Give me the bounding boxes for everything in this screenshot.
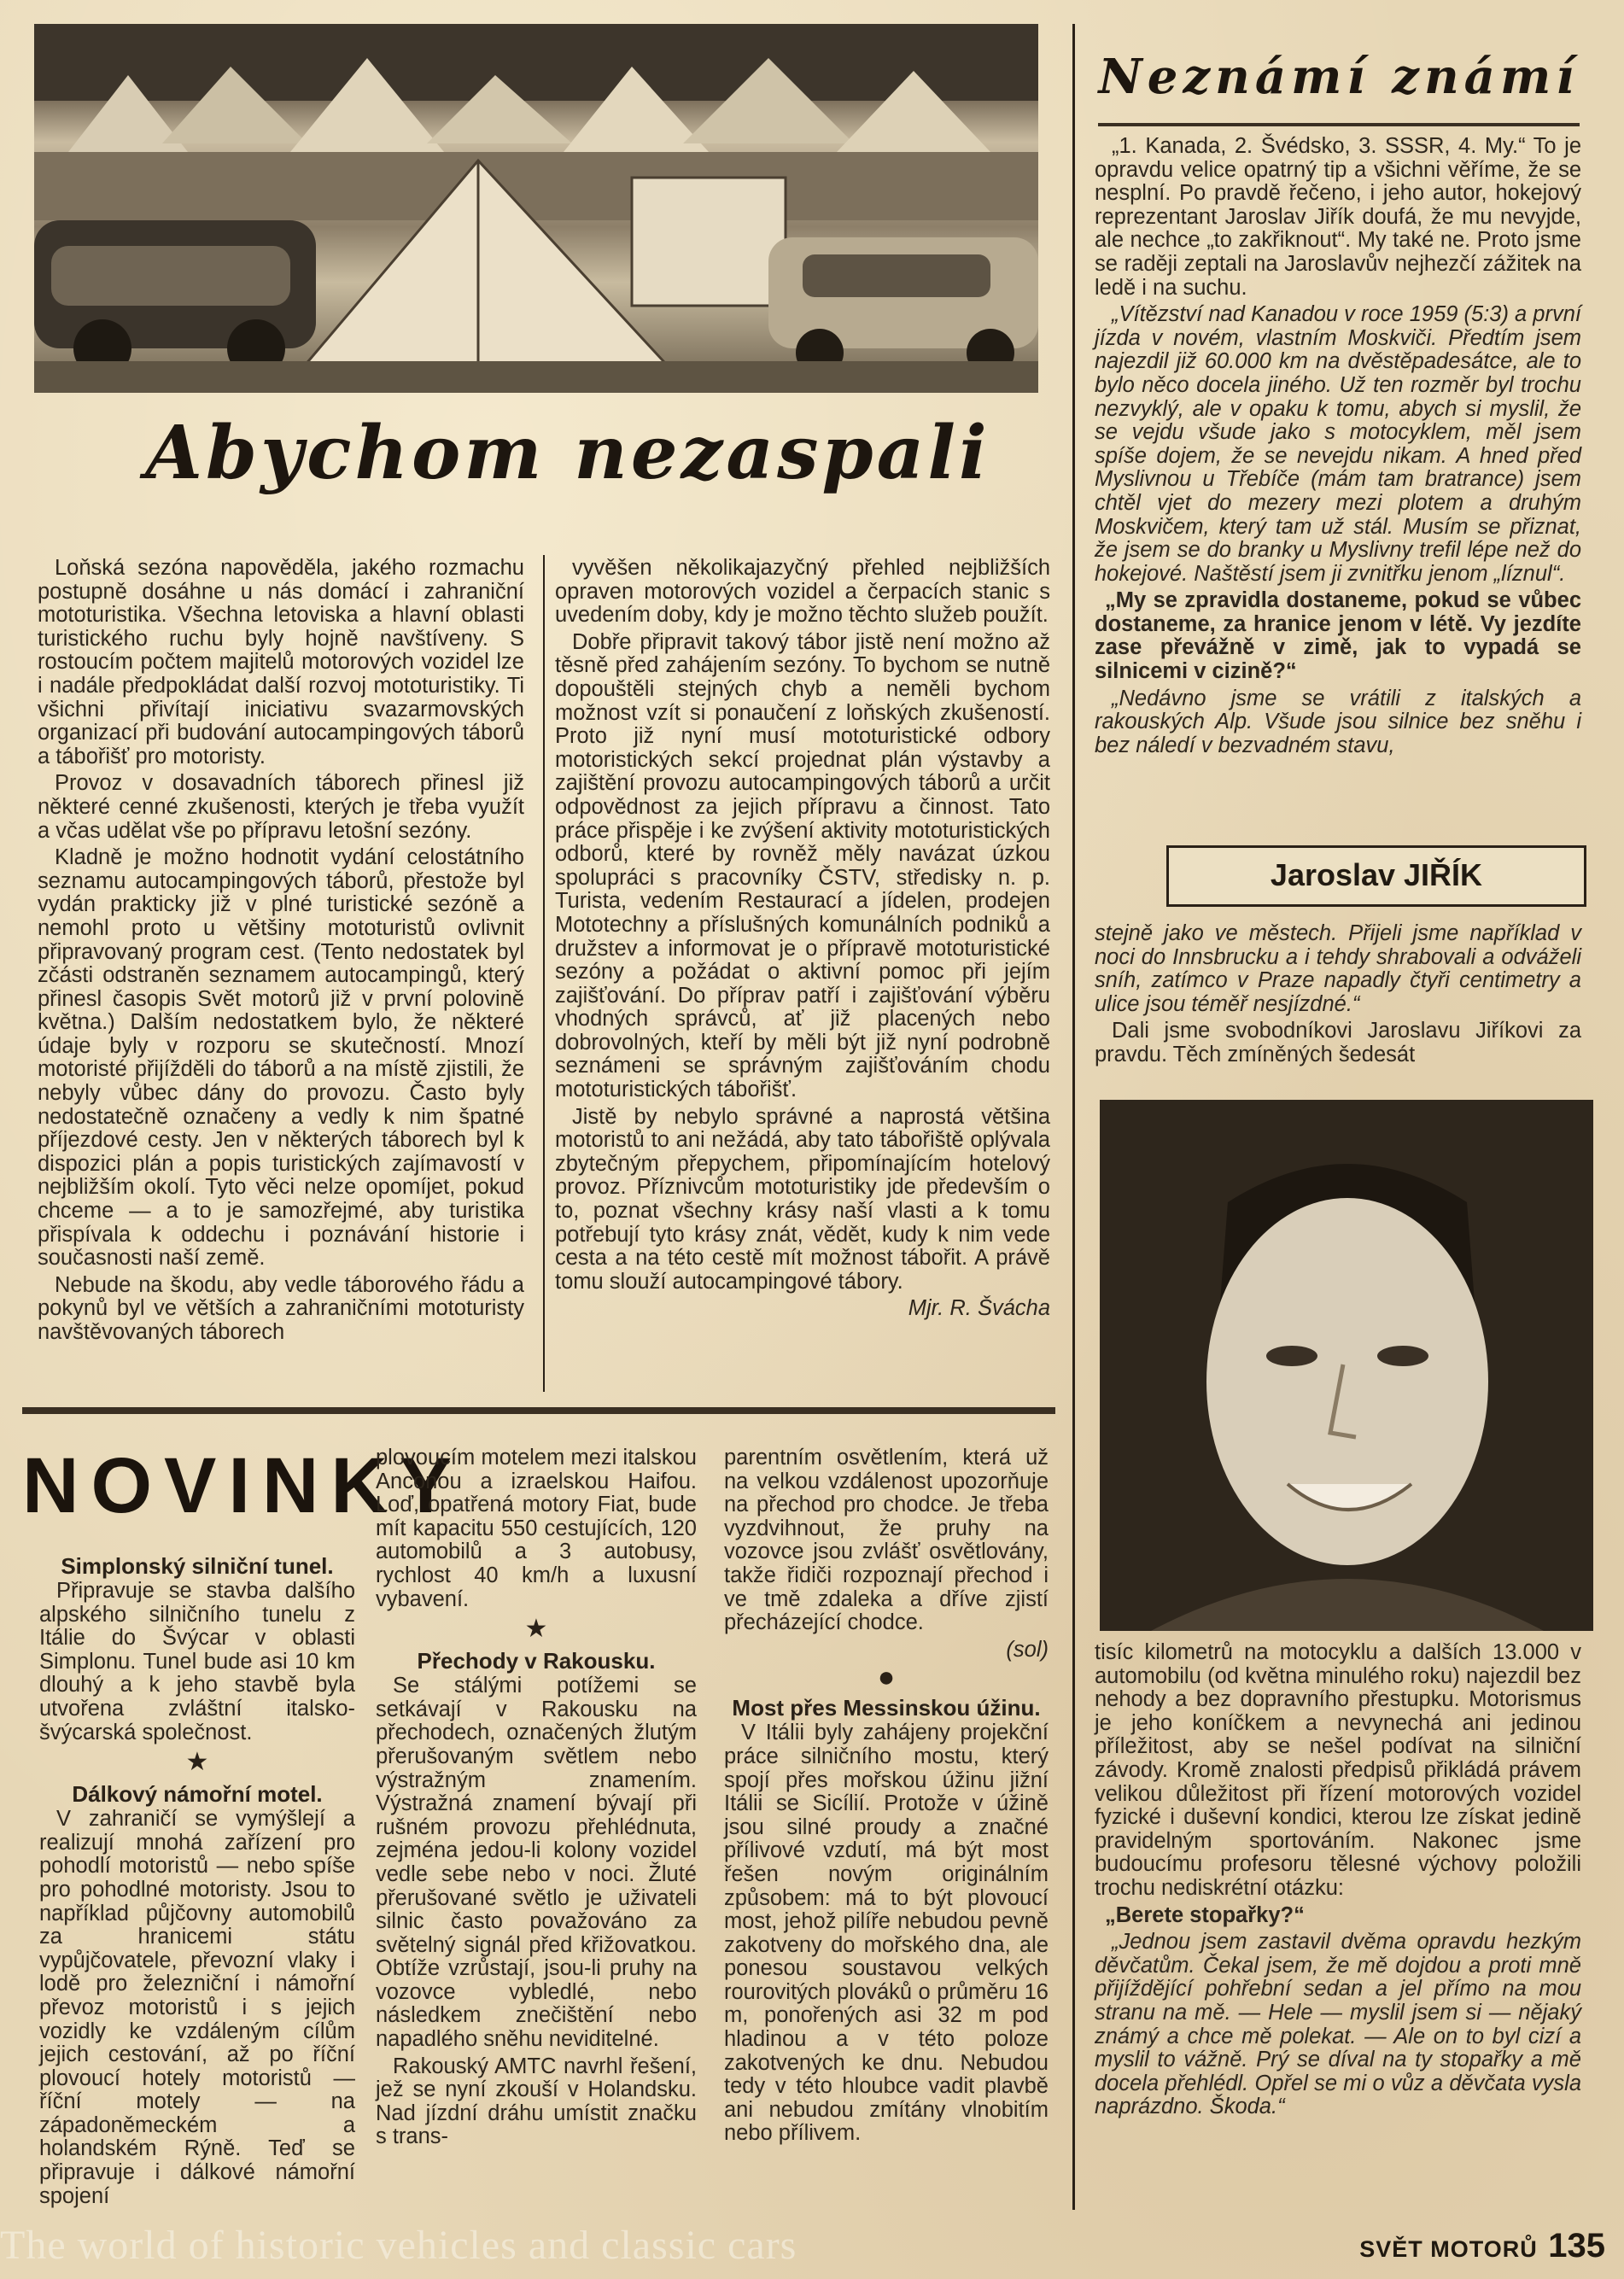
- news-text: plovoucím motelem mezi italskou Anconou a izraelskou Haifou. Loď, opatřená motory Fiat, bude mít kapacitu 550 cestujících, 120 automobilů a 3 autobusy, rychlost 40 km/h a luxusní vybavení.: [376, 1446, 697, 1611]
- paragraph: Dobře připravit takový tábor jistě není možno až těsně před zahájením sezóny. To bychom se nutně dopouštěli stejných chyb a neměli bychom možnost vzít si ponaučení z loňských zkušeností. Proto již nyní musí mototuristické odbory motoristických sekcí projednat plán výstavby a zajištění provozu autocampingových táborů a určit odpovědnost za jejich přípravu a činnost. Tato práce přispěje i ke zvýšení aktivity mototuristických odborů, které by rovněž měly navázat úzkou spolupráci s pracovníky ČSTV, středisky n. p. Turista, vedením Restaurací a jídelen, prodejen Mototechny a příslušných komunálních podniků a družstev a informovat je o přípravě mototuristické sezóny a požádat o aktivní pomoc při jejím zajišťování. Do příprav patří i zajišťování výběru vhodných správců, ať již placených nebo dobrovolných, kteří by měli být již nyní podrobně seznámeni se správným zajišťováním chodu mototuristických tábořišť.: [555, 629, 1050, 1102]
- interview-answer: „Nedávno jsme se vrátili z italských a rakouských Alp. Všude jsou silnice bez sněhu i bez náledí v bezvadném stavu,: [1095, 686, 1581, 757]
- magazine-name: SVĚT MOTORŮ: [1359, 2236, 1538, 2262]
- section-header-text: Neznámí známí: [1098, 49, 1580, 105]
- news-text: parentním osvětlením, která už na velkou vzdálenost upozorňuje na přechod pro chodce. Je třeba vyzdvihnout, že pruhy na vozovce jsou zvlášť osvětlovány, takže řidiči rozpoznají přechod i ve tmě zdaleka a dříve zjistí přecházející chodce.: [724, 1446, 1049, 1635]
- camping-photo: [34, 24, 1038, 393]
- watermark: The world of historic vehicles and classic cars: [0, 2223, 797, 2268]
- header-underline: [1098, 123, 1580, 126]
- inner-divider: [543, 555, 545, 1392]
- news-heading: Simplonský silniční tunel.: [61, 1553, 334, 1579]
- news-heading: Přechody v Rakousku.: [417, 1648, 656, 1674]
- novinky-column-3: [724, 1446, 1049, 2149]
- paragraph: Kladně je možno hodnotit vydání celostátního seznamu autocampingových táborů, přestože byl vydán prakticky již v plné turistické sezóně a nemohl proto u většiny mototuristů ovlivnit připravovaný program cest. (Tento nedostatek byl zčásti odstraněn seznamem autocampingů, který přinesl časopis Svět motorů již v první polovině května.) Dalším nedostatkem bylo, že některé údaje byly v rozporu se skutečností. Mnozí motoristé přijížděli do táborů a na místě zjistili, že nebyly vůbec dány do provozu. Často byly nedostatečně označeny a vedly k nim špatné příjezdové cesty. Jen v některých táborech byl k dispozici plán a popis turistických zajímavostí v nejbližším okolí. Tyto věci nelze opomíjet, pokud chceme — a to je samozřejmé, aby turistika přispívala k oddechu i poznávání historie i současnosti naší země.: [38, 845, 524, 1271]
- paragraph: vyvěšen několikajazyčný přehled nejbližších opraven motorových vozidel a čerpacích stanic s uvedením doby, kdy je možno těchto služeb použít.: [555, 556, 1050, 628]
- news-text: Se stálými potížemi se setkávají v Rakousku na přechodech, označených žlutým přerušovaným světlem nebo výstražným znamením. Výstražná znamení bývají při rušném provozu přehlédnuta, zejména jedou-li kolony vozidel vedle sebe nebo v noci. Žluté přerušované světlo je uživateli silnic často považováno za světelný signál před křižovatkou. Obtíže vzrůstají, jsou-li pruhy na vozovce vybledlé, nebo následkem znečištění nebo napadlého sněhu neviditelné.: [376, 1674, 697, 2052]
- interviewee-name: Jaroslav JIŘÍK: [1166, 845, 1586, 907]
- paragraph: Loňská sezóna napověděla, jakého rozmachu postupně dosáhne u nás domácí i zahraniční mototuristika. Všechna letoviska a hlavní oblasti turistického ruchu byly hojně navštíveny. S rostoucím počtem majitelů motorových vozidel lze i nadále předpokládat další rozvoj mototuristiky. Ti všichni přivítají iniciativu svazarmovských organizací při budování autocampingových táborů a tábořišť pro motoristy.: [38, 556, 524, 768]
- interview-answer: „Jednou jsem zastavil dvěma opravdu hezkým děvčatům. Čekal jsem, že mě dojdou a proti mně přijíždějící pohřební sedan a jel přímo na mou stranu na mě. — Hele — myslil jsem si — nějaký známý a chce mě polekat. — Ale on to byl cizí a myslil to vážně. Prý se díval na ty stopařky a mě docela přehlédl. Opřel se mi o vůz a děvčata vysla naprázdno. Škoda.“: [1095, 1930, 1581, 2119]
- star-separator-icon: ★: [524, 1615, 548, 1644]
- novinky-column-2: [376, 1446, 697, 2153]
- interview-text: Dali jsme svobodníkovi Jaroslavu Jiříkovi za pravdu. Těch zmíněných šedesát: [1095, 1019, 1581, 1066]
- section-header: [1098, 34, 1580, 120]
- author-signature: Mjr. R. Švácha: [908, 1296, 1050, 1321]
- interview-quote: „Vítězství nad Kanadou v roce 1959 (5:3) a první jízda v novém, vlastním Moskviči. Předtím jsem najezdil již 60.000 km na dvěstěpadesátce, ale to bylo něco docela jiného. Už ten rozměr byl trochu nezvyklý, ale v opaku k tomu, abych si myslil, že se vejdu všude jako s motocyklem, měl jsem spíše dojem, že se nevejdu nikam. A hned před Myslivnou u Třebíče (mám tam bratrance) jsem chtěl vjet do mezery mezi plotem a druhým Moskvičem, který tam už stál. Musím se přiznat, že jsem se do branky u Myslivny trefil lépe než do hokejové. Naštěstí jsem ji zvnitřku jenom „líznul“.: [1095, 302, 1581, 586]
- news-text: V zahraničí se vymýšlejí a realizují mnohá zařízení pro pohodlí motoristů — nebo spíše pro pohodlné motoristy. Jsou to například půjčovny automobilů za hranicemi státu vypůjčovatele, převozní vlaky i lodě pro železniční i námořní převoz motoristů i s jejich vozidly ke vzdáleným cílům jejich cestování, až po říční plovoucí hotely motoristů — říční motely — na západoněmeckém a holandském Rýně. Teď se připravuje i dálkové námořní spojení: [39, 1807, 355, 2208]
- news-heading: Dálkový námořní motel.: [72, 1781, 323, 1808]
- column-divider: [1072, 24, 1075, 2210]
- page-number: 135: [1548, 2227, 1605, 2264]
- star-separator-icon: ★: [185, 1748, 209, 1777]
- interview-column-middle: [1095, 922, 1581, 1071]
- interview-question: „My se zpravidla dostaneme, pokud se vůbec dostaneme, za hranice jenom v létě. Vy jezdíte zase převážně v zimě, jak to vypadá se silnicemi v cizině?“: [1095, 588, 1581, 684]
- article-title: Abychom nezaspali: [145, 410, 990, 496]
- paragraph: Nebude na škodu, aby vedle táborového řádu a pokynů byl ve větších a zahraničními mototuristy navštěvovaných táborech: [38, 1272, 524, 1344]
- interview-text: tisíc kilometrů na motocyklu a dalších 13.000 v automobilu (od května minulého roku) najezdil bez nehody a bez dopravního přestupku. Motorismus je jeho koníčkem a nevynechá ani jedinou příležitost, aby se nešel podívat na silniční závody. Kromě znalosti předpisů přikládá právem velikou důležitost při řízení motorových vozidel fyzické i duševní kondici, kterou lze získat jedině pravidelným sportováním. Nakonec jsme budoucímu profesoru tělesné výchovy položili trochu nediskrétní otázku:: [1095, 1640, 1581, 1900]
- interview-column-bottom: [1095, 1641, 1581, 2123]
- interview-answer: stejně jako ve městech. Přijeli jsme například v noci do Innsbrucku a i tehdy shrabovali a odváželi sníh, zatímco v Praze napadly čtyři centimetry a ulice jsou téměř nesjízdné.“: [1095, 921, 1581, 1016]
- novinky-column-1: [39, 1549, 355, 2212]
- portrait-photo: [1100, 1100, 1593, 1631]
- portrait-illustration: [1100, 1100, 1593, 1631]
- section-rule: [22, 1407, 1055, 1414]
- bullet-separator-icon: ●: [877, 1662, 896, 1694]
- paragraph: Provoz v dosavadních táborech přinesl již některé cenné zkušenosti, kterých je třeba využít a včas udělat vše po přípravu letošní sezóny.: [38, 771, 524, 843]
- news-text: V Itálii byly zahájeny projekční práce silničního mostu, který spojí přes mořskou úžinu jižní Itálii se Sicílií. Protože v úžině jsou silné proudy a značné přílivové vzdutí, má být most řešen novým originálním způsobem: má to být plovoucí most, jehož pilíře nebudou pevně zakotveny do mořského dna, ale ponesou soustavou velkých rourovitých plováků o průměru 16 m, ponořených asi 32 m pod hladinou a v této poloze zakotvených ke dnu. Nebudou tedy v této hloubce vadit plavbě ani nebudou zmítány vlnobitím nebo přílivem.: [724, 1721, 1049, 2146]
- interview-intro: „1. Kanada, 2. Švédsko, 3. SSSR, 4. My.“ To je opravdu velice opatrný tip a všichni věříme, že se nesplní. Po pravdě řečeno, i jeho autor, hokejový reprezentant Jaroslav Jiřík doufá, že mu nevyjde, ale nechce „to zakřiknout“. My také ne. Proto jsme se raději zeptali na Jaroslavův nejhezčí zážitek na ledě i na suchu.: [1095, 134, 1581, 300]
- page-footer: [1315, 2227, 1605, 2264]
- news-signature: (sol): [1006, 1637, 1049, 1662]
- paragraph: Jistě by nebylo správné a naprostá většina motoristů to ani nežádá, aby tato tábořiště oplývala zbytečným přepychem, připomínajícím hotelový provoz. Příznivcům mototuristiky jde především o to, poznat všechny krásy naší vlasti a k tomu potřebují tyto krásy znát, vědět, kudy k nim vede cesta a na této cestě mít možnost tábořit. A právě tomu slouží autocampingové tábory.: [555, 1104, 1050, 1294]
- interview-column-top: [1095, 135, 1581, 761]
- novinky-title: NOVINKY: [22, 1442, 464, 1529]
- news-text: Připravuje se stavba dalšího alpského silničního tunelu z Itálie do Švýcar v oblasti Simplonu. Tunel bude asi 10 km dlouhý a k jeho stavbě byla utvořena zvláštní italsko-švýcarská společnost.: [39, 1579, 355, 1744]
- interview-question: „Berete stopařky?“: [1105, 1902, 1305, 1927]
- camping-illustration: [34, 24, 1038, 393]
- article-column-2: [555, 557, 1050, 1324]
- article-column-1: [38, 557, 524, 1348]
- news-heading: Most přes Messinskou úžinu.: [732, 1695, 1041, 1721]
- news-text: Rakouský AMTC navrhl řešení, jež se nyní zkouší v Holandsku. Nad jízdní dráhu umístit značku s trans-: [376, 2054, 697, 2149]
